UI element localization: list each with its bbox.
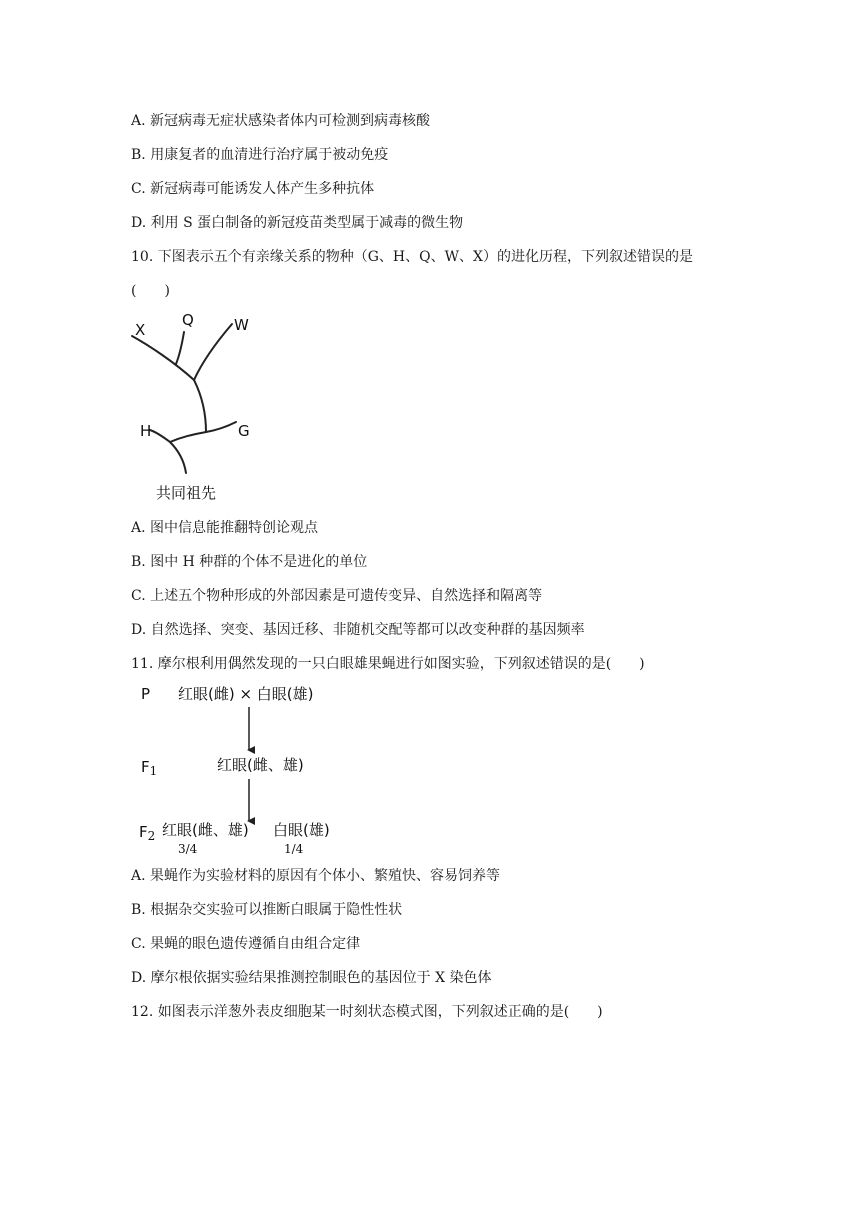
q12-stem: 12. 如图表示洋葱外表皮细胞某一时刻状态模式图，下列叙述正确的是( ) — [131, 1004, 603, 1020]
q10-answer-paren: ( ) — [131, 283, 170, 299]
tree-label-x: X — [135, 321, 146, 339]
tree-label-g: G — [238, 422, 250, 440]
q11-option-d: D. 摩尔根依据实验结果推测控制眼色的基因位于 X 染色体 — [131, 970, 492, 986]
tree-root-label: 共同祖先 — [156, 484, 217, 502]
q9-option-c: C. 新冠病毒可能诱发人体产生多种抗体 — [131, 181, 375, 197]
evolution-tree-diagram — [126, 308, 266, 508]
tree-root-branch — [170, 442, 186, 473]
q11-option-a: A. 果蝇作为实验材料的原因有个体小、繁殖快、容易饲养等 — [131, 868, 501, 884]
q9-option-a: A. 新冠病毒无症状感染者体内可检测到病毒核酸 — [131, 113, 431, 129]
q9-option-d: D. 利用 S 蛋白制备的新冠疫苗类型属于减毒的微生物 — [131, 215, 464, 231]
cross-f2-red: 红眼(雌、雄) — [162, 821, 249, 839]
cross-f1-label: $F_1$ — [141, 758, 158, 778]
q10-option-d: D. 自然选择、突变、基因迁移、非随机交配等都可以改变种群的基因频率 — [131, 622, 585, 638]
tree-label-q: Q — [182, 311, 194, 329]
cross-f1-result: 红眼(雌、雄) — [217, 756, 304, 774]
cross-experiment-diagram — [131, 680, 371, 860]
q9-option-b: B. 用康复者的血清进行治疗属于被动免疫 — [131, 147, 389, 163]
q10-option-c: C. 上述五个物种形成的外部因素是可遗传变异、自然选择和隔离等 — [131, 588, 543, 604]
cross-f2-white: 白眼(雄) — [273, 821, 330, 839]
q11-option-b: B. 根据杂交实验可以推断白眼属于隐性性状 — [131, 902, 403, 918]
q10-stem: 10. 下图表示五个有亲缘关系的物种（G、H、Q、W、X）的进化历程，下列叙述错误的是 — [131, 249, 693, 265]
tree-branch-g — [206, 422, 236, 432]
cross-f2-white-ratio: 1/4 — [284, 842, 304, 856]
tree-label-w: W — [234, 316, 249, 334]
tree-branch-h — [150, 430, 170, 442]
tree-branch-x — [132, 336, 194, 380]
q11-stem: 11. 摩尔根利用偶然发现的一只白眼雄果蝇进行如图实验，下列叙述错误的是( ) — [131, 656, 645, 672]
q11-option-c: C. 果蝇的眼色遗传遵循自由组合定律 — [131, 936, 361, 952]
tree-label-h: H — [140, 422, 152, 440]
cross-f2-label: $F_2$ — [139, 823, 156, 843]
q10-option-a: A. 图中信息能推翻特创论观点 — [131, 520, 319, 536]
cross-p-label: P — [141, 685, 151, 703]
tree-branch-g-trunk — [170, 432, 206, 442]
cross-parents: 红眼(雌) × 白眼(雄) — [178, 685, 314, 703]
tree-branch-upper-trunk — [194, 380, 206, 432]
cross-f2-red-ratio: 3/4 — [178, 842, 198, 856]
q10-option-b: B. 图中 H 种群的个体不是进化的单位 — [131, 554, 368, 570]
tree-branch-w — [194, 324, 232, 380]
tree-branch-q — [176, 332, 184, 364]
